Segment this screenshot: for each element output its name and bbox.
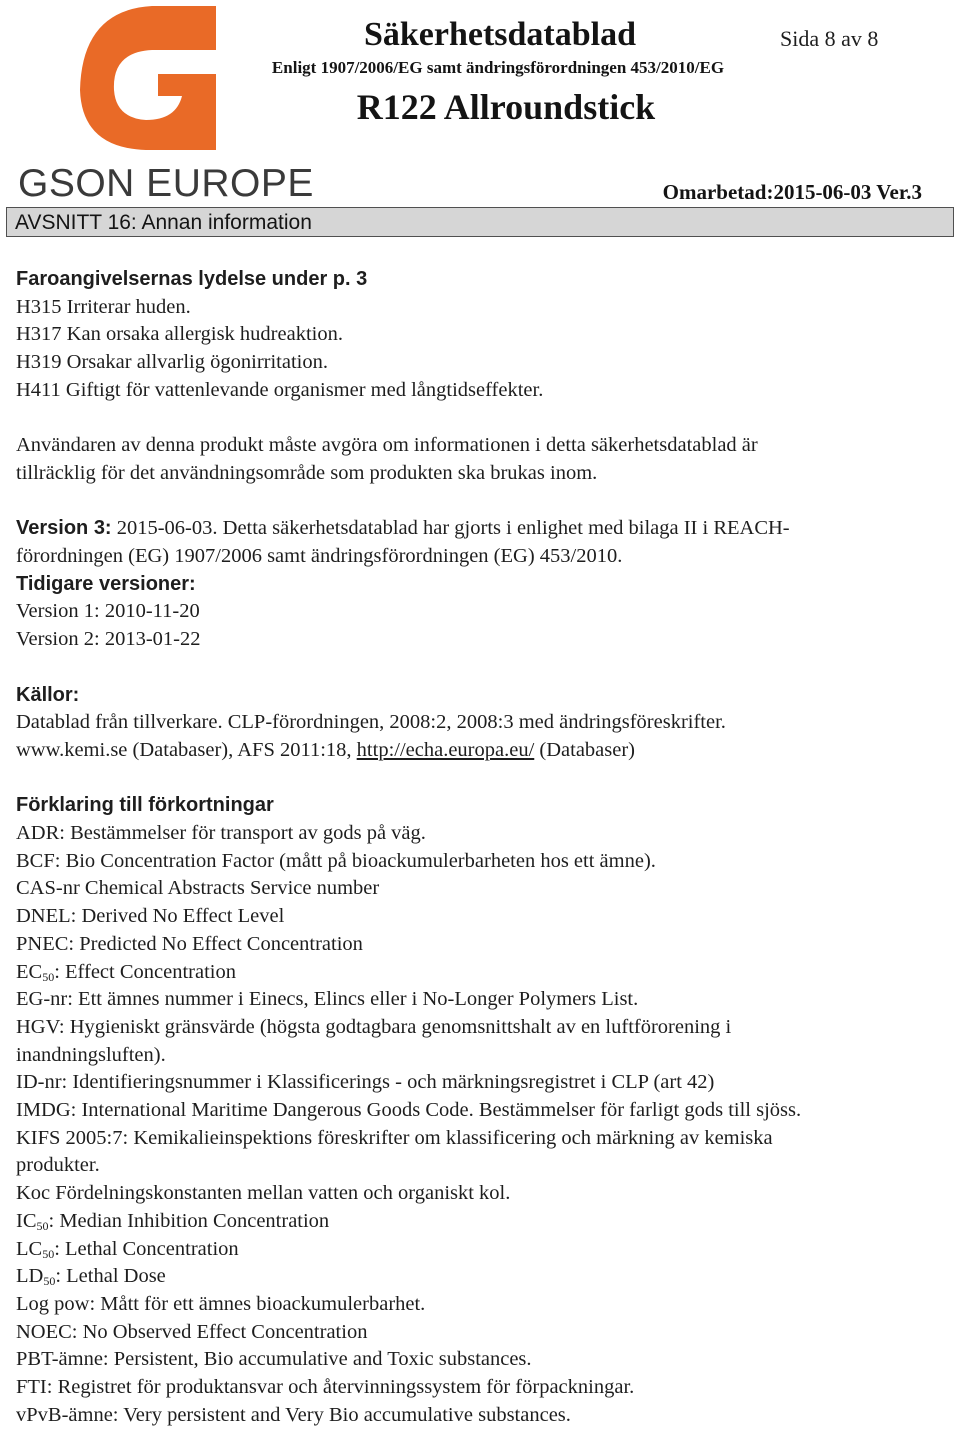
hazard-item: H315 Irriterar huden. [16, 295, 191, 318]
abbr-item: BCF: Bio Concentration Factor (mått på bioackumulerbarheten hos ett ämne). [16, 849, 656, 872]
section-content [16, 266, 941, 1429]
abbr-item: PBT-ämne: Persistent, Bio accumulative and Toxic substances. [16, 1348, 532, 1371]
document-title: Säkerhetsdatablad [363, 16, 637, 53]
sources-label: Källor: [16, 683, 80, 706]
section-title: AVSNITT 16: Annan information [15, 211, 312, 234]
sources-text: (Databaser) [534, 738, 635, 761]
revision-info: Omarbetad:2015-06-03 Ver.3 [662, 180, 922, 204]
document-subtitle: Enligt 1907/2006/EG samt ändringsförordningen 453/2010/EG [271, 58, 725, 77]
previous-version: Version 2: 2013-01-22 [16, 628, 201, 651]
product-name: R122 Allroundstick [356, 87, 656, 127]
version-date: 2015-06-03. [116, 517, 218, 540]
sources-text: www.kemi.se (Databaser), AFS 2011:18, [16, 738, 357, 761]
abbr-item: DNEL: Derived No Effect Level [16, 905, 285, 928]
hazard-item: H319 Orsakar allvarlig ögonirritation. [16, 351, 328, 374]
user-note-line: tillräcklig för det användningsområde som produkten ska brukas inom. [16, 461, 598, 484]
abbr-item: $LD_{50}$: Lethal Dose [16, 1265, 166, 1289]
abbr-item: $LC_{50}$: Lethal Concentration [16, 1237, 239, 1261]
echa-link[interactable]: http://echa.europa.eu/ [356, 738, 535, 761]
section-header [6, 207, 954, 237]
abbr-item-cont: produkter. [16, 1154, 100, 1177]
version-label: Version 3: [16, 517, 112, 540]
abbr-item: FTI: Registret för produktansvar och återvinningssystem för förpackningar. [16, 1376, 635, 1399]
abbr-item-cont: inandningsluften). [16, 1043, 166, 1066]
abbr-item: vPvB-ämne: Very persistent and Very Bio accumulative substances. [16, 1403, 571, 1426]
version-description-cont: förordningen (EG) 1907/2006 samt ändringsförordningen (EG) 453/2010. [16, 545, 623, 567]
logo-mark-icon [12, 0, 272, 160]
abbr-item: PNEC: Predicted No Effect Concentration [16, 932, 363, 955]
hazard-item: H317 Kan orsaka allergisk hudreaktion. [16, 323, 343, 346]
gson-logo [12, 0, 314, 206]
abbr-item: ADR: Bestämmelser för transport av gods på väg. [16, 822, 426, 844]
abbr-item: EG-nr: Ett ämnes nummer i Einecs, Elincs eller i No-Longer Polymers List. [16, 988, 639, 1011]
hazard-heading: Faroangivelsernas lydelse under p. 3 [16, 268, 368, 290]
abbr-item: ID-nr: Identifieringsnummer i Klassificerings - och märkningsregistret i CLP (art 42) [16, 1071, 715, 1094]
abbr-item: Koc Fördelningskonstanten mellan vatten och organiskt kol. [16, 1182, 511, 1205]
version-line [16, 515, 941, 543]
abbr-item: $EC_{50}$: Effect Concentration [16, 960, 236, 984]
hazard-item: H411 Giftigt för vattenlevande organismer med långtidseffekter. [16, 378, 544, 401]
version-description: Detta säkerhetsdatablad har gjorts i enlighet med bilaga II i REACH- [222, 517, 790, 540]
abbr-item: HGV: Hygieniskt gränsvärde (högsta godtagbara genomsnittshalt av en luftförorening i [16, 1015, 732, 1038]
user-note-line: Användaren av denna produkt måste avgöra om informationen i detta säkerhetsdatablad är [16, 434, 758, 457]
abbr-item: KIFS 2005:7: Kemikalieinspektions föreskrifter om klassificering och märkning av kemiska [16, 1126, 773, 1149]
sources-line: Datablad från tillverkare. CLP-förordningen, 2008:2, 2008:3 med ändringsföreskrifter. [16, 711, 726, 734]
page-number: Sida 8 av 8 [780, 26, 879, 51]
previous-version: Version 1: 2010-11-20 [16, 600, 200, 623]
previous-versions-label: Tidigare versioner: [16, 572, 196, 595]
abbreviations-heading: Förklaring till förkortningar [16, 794, 274, 817]
sources-line [16, 737, 941, 765]
abbr-item: IMDG: International Maritime Dangerous Goods Code. Bestämmelser för farligt gods till sjöss. [16, 1099, 802, 1122]
abbr-item: Log pow: Mått för ett ämnes bioackumulerbarhet. [16, 1292, 426, 1315]
abbr-item: NOEC: No Observed Effect Concentration [16, 1320, 368, 1343]
abbr-item: $IC_{50}$: Median Inhibition Concentration [16, 1209, 330, 1233]
abbr-item: CAS-nr Chemical Abstracts Service number [16, 877, 380, 900]
logo-text: GSON EUROPE [18, 162, 314, 205]
